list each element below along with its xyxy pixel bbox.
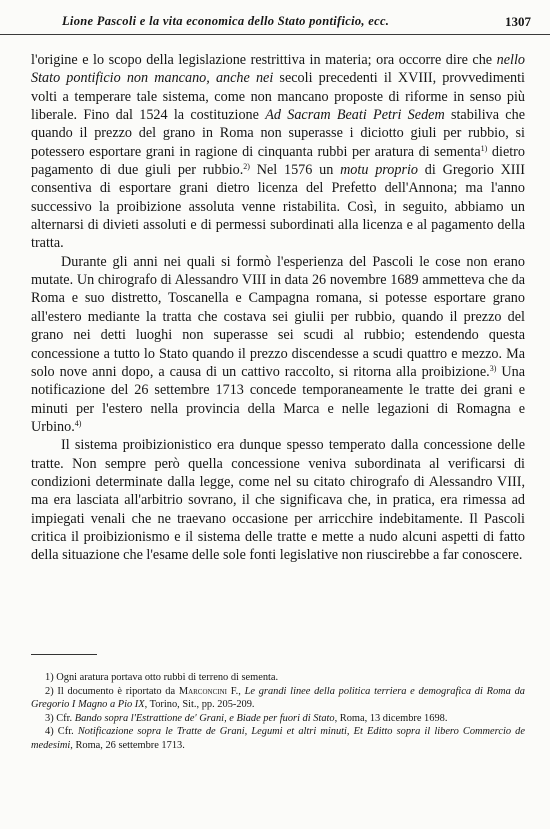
footnote-ref: 4): [74, 418, 82, 428]
footnote-ref: 1): [480, 143, 488, 153]
text-run: di Gregorio XIII consentiva di esportare grani dietro licenza del Prefetto dell'Annona; ma l'anno successivo la proibizione assoluta venne ristabilita. Così, in seguito, abbiamo un alternarsi di divieti assoluti e di permessi subordinati alla licenza e al pagamento della tratta.: [31, 162, 525, 252]
running-title: Lione Pascoli e la vita economica dello Stato pontificio, ecc.: [62, 14, 390, 28]
footnote-text: , Roma, 13 dicembre 1698.: [334, 712, 448, 724]
text-run: Una notificazione del 26 settembre 1713 concede temporaneamente le tratte dei grani e minuti per l'estero nella provincia della Marca e nelle legazioni di Romagna e Urbino.: [31, 363, 525, 435]
main-text: [31, 51, 525, 565]
emphasis-text: motu proprio: [340, 162, 419, 179]
book-title: Le grandi linee della politica terriera e demografica di Roma da Gregorio I Magno a Pio IX: [31, 685, 525, 711]
footnotes: [31, 671, 525, 753]
footnote-text: Cfr.: [53, 726, 78, 738]
paragraph-1: [31, 51, 525, 253]
document-title: Ad Sacram Beati Petri Sedem: [265, 107, 445, 124]
footnote-text: Cfr.: [53, 712, 75, 724]
footnote-2: [31, 685, 525, 712]
footnote-number: 3): [45, 712, 54, 724]
footnote-text: Ogni aratura portava otto rubbi di terreno di sementa.: [53, 672, 279, 683]
footnote-3: [31, 712, 525, 726]
text-run: secoli precedenti il XVIII, provvedimenti volti a temperare tale sistema, come non mancano proposte di riforme in senso più liberale. Fino dal 1524 la costituzione: [31, 70, 525, 124]
footnote-4: [31, 725, 525, 752]
page-number: 1307: [505, 14, 531, 29]
footnote-text: Il documento è riportato da: [53, 685, 179, 697]
document-title: Notificazione sopra le Tratte de Grani, Legumi et altri minuti, Et Editto sopra il libero Commercio de medesimi: [31, 726, 525, 751]
footnote-1: [31, 671, 525, 685]
footnote-number: 4): [45, 726, 54, 738]
paragraph-3: Il sistema proibizionistico era dunque spesso temperato dalla concessione delle tratte. Non sempre però quella concessione veniva subordinata al verificarsi di condizioni determinate dalla legge, come nel su citato chirografo di Alessandro VIII, ma era lasciata all'arbitrio sovrano, il che significava che, in pratica, era rimessa ad impiegati venali che ne traevano occasione per arricchire indebitamente. Il Pascoli critica il proibizionismo e il sistema delle tratte e mette a nudo alcuni aspetti di fatto della situazione che l'esame delle sole fonti legislative non riuscirebbe a far conoscere.: [31, 437, 525, 564]
footnote-rule: [31, 654, 97, 655]
text-run: dietro pagamento di due giuli per rubbio.: [31, 143, 526, 179]
author-name: Marconcini F.: [178, 685, 239, 697]
page-header: [0, 14, 550, 35]
footnote-ref: 2): [243, 162, 250, 172]
footnote-text: , Roma, 26 settembre 1713.: [70, 739, 185, 751]
footnote-ref: 3): [489, 363, 497, 373]
footnote-text: , Torino, Sit., pp. 205-209.: [144, 699, 255, 711]
footnote-text: ,: [238, 685, 245, 697]
footnote-number: 1): [45, 672, 54, 683]
text-run: Durante gli anni nei quali si formò l'esperienza del Pascoli le cose non erano mutate. Un chirografo di Alessandro VIII in data 26 novembre 1689 ammetteva che da Roma e suo distretto, Toscanella e Campagna romana, si potesse esportare grano all'estero mediante la tratta che costava sei giulii per rubbio, quando il prezzo del grano nei detti luoghi non superasse sei scudi al rubbio; estendendo questa concessione a tutto lo Stato quando il prezzo discendesse a scudi quattro e mezzo. Ma solo nove anni dopo, a causa di un cattivo raccolto, si ritorna alla proibizione.: [31, 253, 525, 380]
text-run: Nel 1576 un: [249, 162, 341, 179]
text-run: stabiliva che quando il prezzo del grano in Roma non superasse i diciotto giuli per rubbio, si potessero esportare grani in ragione di cinquanta rubbi per aratura di sementa: [31, 107, 525, 160]
document-title: Bando sopra l'Estrattione de' Grani, e Biade per fuori di Stato: [74, 712, 335, 724]
paragraph-2: [31, 253, 525, 436]
footnote-number: 2): [45, 685, 54, 697]
emphasis-text: nello Stato pontificio non mancano, anche nei: [31, 52, 525, 87]
text-run: l'origine e lo scopo della legislazione restrittiva in materia; ora occorre dire che: [31, 52, 497, 68]
